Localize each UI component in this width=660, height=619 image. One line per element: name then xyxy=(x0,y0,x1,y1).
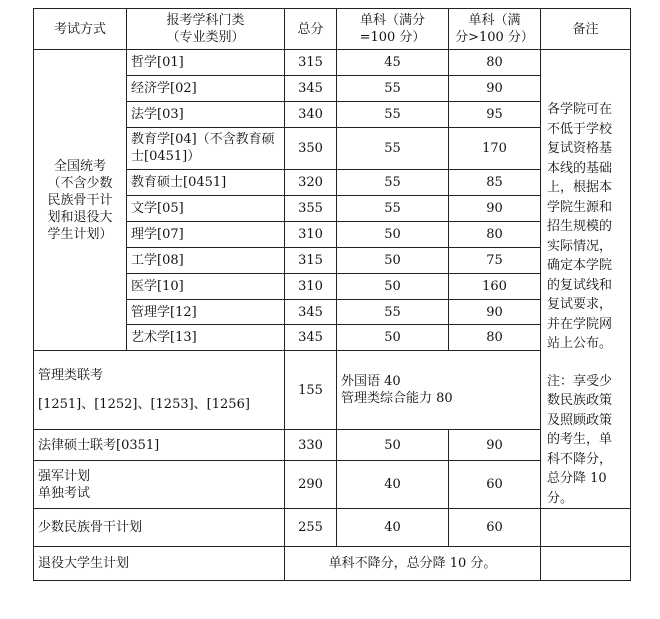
total-cell: 255 xyxy=(285,509,337,547)
subject-cell: 艺术学[13] xyxy=(127,325,285,351)
subject-cell: 管理学[12] xyxy=(127,299,285,325)
national-exam-label: 全国统考（不含少数民族骨干计划和退役大学生计划） xyxy=(34,50,127,351)
remarks-para-1: 各学院可在不低于学校复试资格基本线的基础上，根据本学院生源和招生规模的实际情况，确定本学院的复试线和复试要求，并在学院网站上公布。 xyxy=(547,102,613,351)
total-cell: 350 xyxy=(285,127,337,169)
header-row xyxy=(34,9,631,50)
table-row xyxy=(34,50,631,76)
subject-cell: 法学[03] xyxy=(127,101,285,127)
veteran-label: 退役大学生计划 xyxy=(34,547,285,581)
single-gt100-cell: 90 xyxy=(449,196,541,222)
remarks-cell xyxy=(541,50,631,509)
subject-cell: 理学[07] xyxy=(127,221,285,247)
total-cell: 315 xyxy=(285,50,337,76)
single-gt100-cell: 60 xyxy=(449,461,541,509)
single-gt100-cell: 80 xyxy=(449,221,541,247)
single-gt100-cell: 95 xyxy=(449,101,541,127)
single-le100-cell: 50 xyxy=(337,221,449,247)
single-le100-cell: 55 xyxy=(337,170,449,196)
remarks-empty-cell xyxy=(541,547,631,581)
header-total: 总分 xyxy=(285,9,337,50)
total-cell: 330 xyxy=(285,430,337,461)
single-gt100-cell: 90 xyxy=(449,430,541,461)
single-le100-cell: 50 xyxy=(337,430,449,461)
subject-cell: 教育学[04]（不含教育硕士[0451]） xyxy=(127,127,285,169)
management-joint-detail: 外国语 40 管理类综合能力 80 xyxy=(337,351,541,430)
header-single-gt100: 单科（满 分>100 分） xyxy=(449,9,541,50)
total-cell: 315 xyxy=(285,247,337,273)
total-cell: 310 xyxy=(285,221,337,247)
single-le100-cell: 50 xyxy=(337,273,449,299)
subject-cell: 医学[10] xyxy=(127,273,285,299)
header-exam-mode: 考试方式 xyxy=(34,9,127,50)
single-gt100-cell: 90 xyxy=(449,75,541,101)
header-single-le100: 单科（满分 =100 分） xyxy=(337,9,449,50)
single-gt100-cell: 160 xyxy=(449,273,541,299)
veteran-note: 单科不降分，总分降 10 分。 xyxy=(285,547,541,581)
law-master-label: 法律硕士联考[0351] xyxy=(34,430,285,461)
single-gt100-cell: 80 xyxy=(449,50,541,76)
subject-cell: 文学[05] xyxy=(127,196,285,222)
total-cell: 290 xyxy=(285,461,337,509)
minority-label: 少数民族骨干计划 xyxy=(34,509,285,547)
single-gt100-cell: 170 xyxy=(449,127,541,169)
header-remarks: 备注 xyxy=(541,9,631,50)
military-label: 强军计划 单独考试 xyxy=(34,461,285,509)
management-joint-label: 管理类联考 [1251]、[1252]、[1253]、[1256] xyxy=(34,351,285,430)
single-le100-cell: 55 xyxy=(337,127,449,169)
subject-cell: 工学[08] xyxy=(127,247,285,273)
single-le100-cell: 45 xyxy=(337,50,449,76)
single-le100-cell: 50 xyxy=(337,247,449,273)
subject-cell: 经济学[02] xyxy=(127,75,285,101)
single-gt100-cell: 80 xyxy=(449,325,541,351)
subject-cell: 教育硕士[0451] xyxy=(127,170,285,196)
single-le100-cell: 55 xyxy=(337,75,449,101)
table-row-minority xyxy=(34,509,631,547)
total-cell: 310 xyxy=(285,273,337,299)
total-cell: 340 xyxy=(285,101,337,127)
single-le100-cell: 55 xyxy=(337,299,449,325)
single-gt100-cell: 90 xyxy=(449,299,541,325)
subject-cell: 哲学[01] xyxy=(127,50,285,76)
total-cell: 320 xyxy=(285,170,337,196)
single-le100-cell: 50 xyxy=(337,325,449,351)
table-row-veteran xyxy=(34,547,631,581)
single-gt100-cell: 75 xyxy=(449,247,541,273)
total-cell: 345 xyxy=(285,299,337,325)
single-gt100-cell: 60 xyxy=(449,509,541,547)
single-le100-cell: 55 xyxy=(337,196,449,222)
header-subject: 报考学科门类 （专业类别） xyxy=(127,9,285,50)
single-le100-cell: 55 xyxy=(337,101,449,127)
single-le100-cell: 40 xyxy=(337,461,449,509)
total-cell: 155 xyxy=(285,351,337,430)
total-cell: 355 xyxy=(285,196,337,222)
total-cell: 345 xyxy=(285,325,337,351)
single-le100-cell: 40 xyxy=(337,509,449,547)
total-cell: 345 xyxy=(285,75,337,101)
single-gt100-cell: 85 xyxy=(449,170,541,196)
remarks-empty-cell xyxy=(541,509,631,547)
remarks-para-2: 注：享受少数民族政策及照顾政策的考生，单科不降分，总分降 10 分。 xyxy=(547,373,613,506)
score-table xyxy=(33,8,631,581)
